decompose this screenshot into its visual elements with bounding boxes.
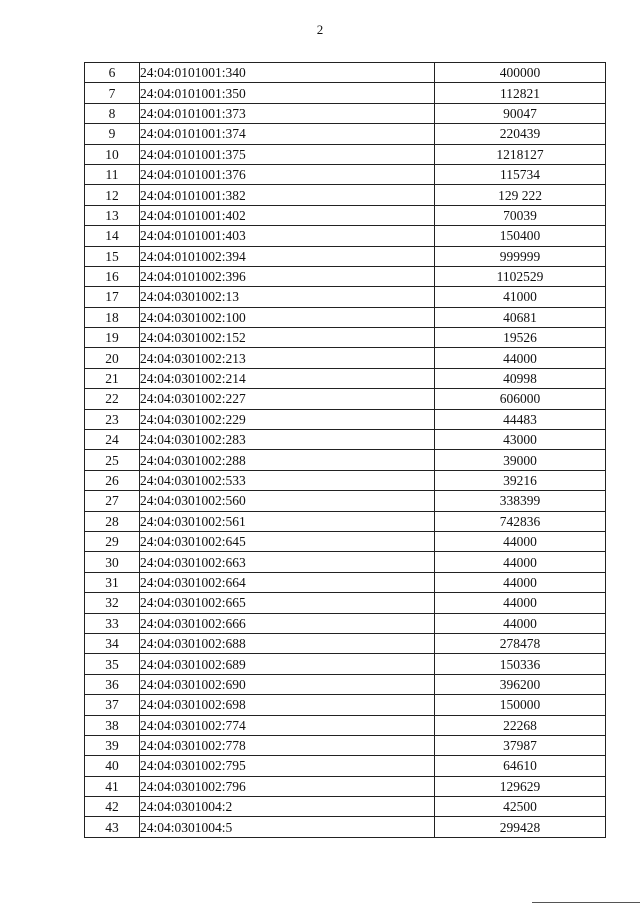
table-row — [85, 654, 606, 674]
row-number: 16 — [85, 266, 140, 286]
table-row — [85, 735, 606, 755]
row-number: 15 — [85, 246, 140, 266]
cadastral-number: 24:04:0301002:152 — [140, 328, 435, 348]
table-row — [85, 756, 606, 776]
table-row — [85, 817, 606, 837]
row-value: 41000 — [435, 287, 606, 307]
row-value: 39216 — [435, 470, 606, 490]
row-value: 129629 — [435, 776, 606, 796]
row-value: 742836 — [435, 511, 606, 531]
row-number: 35 — [85, 654, 140, 674]
row-number: 7 — [85, 83, 140, 103]
row-number: 20 — [85, 348, 140, 368]
cadastral-number: 24:04:0301002:795 — [140, 756, 435, 776]
table-row — [85, 164, 606, 184]
table-row — [85, 593, 606, 613]
row-number: 12 — [85, 185, 140, 205]
row-value: 1218127 — [435, 144, 606, 164]
table-row — [85, 715, 606, 735]
row-number: 34 — [85, 633, 140, 653]
table-row — [85, 797, 606, 817]
row-value: 70039 — [435, 205, 606, 225]
row-value: 338399 — [435, 491, 606, 511]
row-number: 24 — [85, 430, 140, 450]
cadastral-number: 24:04:0301002:645 — [140, 531, 435, 551]
table-row — [85, 144, 606, 164]
row-value: 129 222 — [435, 185, 606, 205]
cadastral-number: 24:04:0101001:374 — [140, 124, 435, 144]
row-value: 1102529 — [435, 266, 606, 286]
cadastral-number: 24:04:0101001:376 — [140, 164, 435, 184]
row-number: 28 — [85, 511, 140, 531]
cadastral-number: 24:04:0101002:396 — [140, 266, 435, 286]
cadastral-number: 24:04:0101001:373 — [140, 103, 435, 123]
row-value: 115734 — [435, 164, 606, 184]
cadastral-number: 24:04:0301002:698 — [140, 695, 435, 715]
table-row — [85, 511, 606, 531]
row-value: 44000 — [435, 348, 606, 368]
row-value: 40681 — [435, 307, 606, 327]
row-value: 112821 — [435, 83, 606, 103]
table-row — [85, 531, 606, 551]
row-number: 31 — [85, 572, 140, 592]
cadastral-number: 24:04:0301002:664 — [140, 572, 435, 592]
table-row — [85, 246, 606, 266]
cadastral-number: 24:04:0301002:13 — [140, 287, 435, 307]
table-row — [85, 124, 606, 144]
cadastral-number: 24:04:0101001:350 — [140, 83, 435, 103]
row-value: 40998 — [435, 368, 606, 388]
row-value: 400000 — [435, 63, 606, 83]
table-row — [85, 287, 606, 307]
table-body — [85, 63, 606, 838]
table-row — [85, 776, 606, 796]
cadastral-number: 24:04:0301002:214 — [140, 368, 435, 388]
row-value: 39000 — [435, 450, 606, 470]
row-number: 27 — [85, 491, 140, 511]
page-number: 2 — [316, 22, 324, 37]
cadastral-number: 24:04:0101002:394 — [140, 246, 435, 266]
row-number: 14 — [85, 226, 140, 246]
cadastral-number: 24:04:0301002:561 — [140, 511, 435, 531]
row-value: 606000 — [435, 389, 606, 409]
row-number: 22 — [85, 389, 140, 409]
table-row — [85, 103, 606, 123]
row-value: 44483 — [435, 409, 606, 429]
table-row — [85, 430, 606, 450]
row-value: 42500 — [435, 797, 606, 817]
cadastral-number: 24:04:0301002:665 — [140, 593, 435, 613]
row-value: 150400 — [435, 226, 606, 246]
cadastral-number: 24:04:0301002:560 — [140, 491, 435, 511]
table-row — [85, 633, 606, 653]
table-row — [85, 695, 606, 715]
row-number: 42 — [85, 797, 140, 817]
row-value: 150336 — [435, 654, 606, 674]
row-value: 22268 — [435, 715, 606, 735]
row-number: 43 — [85, 817, 140, 837]
cadastral-number: 24:04:0301002:774 — [140, 715, 435, 735]
cadastral-number: 24:04:0301002:100 — [140, 307, 435, 327]
row-value: 278478 — [435, 633, 606, 653]
cadastral-number: 24:04:0101001:375 — [140, 144, 435, 164]
cadastral-number: 24:04:0301002:283 — [140, 430, 435, 450]
row-number: 29 — [85, 531, 140, 551]
table-row — [85, 205, 606, 225]
row-value: 64610 — [435, 756, 606, 776]
table-row — [85, 83, 606, 103]
row-value: 299428 — [435, 817, 606, 837]
row-number: 32 — [85, 593, 140, 613]
row-number: 30 — [85, 552, 140, 572]
row-number: 6 — [85, 63, 140, 83]
table-row — [85, 491, 606, 511]
row-number: 23 — [85, 409, 140, 429]
row-value: 150000 — [435, 695, 606, 715]
table-row — [85, 348, 606, 368]
table-row — [85, 226, 606, 246]
row-value: 37987 — [435, 735, 606, 755]
row-number: 26 — [85, 470, 140, 490]
table-row — [85, 613, 606, 633]
table-row — [85, 185, 606, 205]
row-number: 39 — [85, 735, 140, 755]
row-value: 44000 — [435, 572, 606, 592]
cadastral-number: 24:04:0301004:5 — [140, 817, 435, 837]
cadastral-number: 24:04:0301002:690 — [140, 674, 435, 694]
cadastral-number: 24:04:0301002:213 — [140, 348, 435, 368]
row-value: 999999 — [435, 246, 606, 266]
cadastral-number: 24:04:0301002:288 — [140, 450, 435, 470]
table-row — [85, 470, 606, 490]
row-value: 43000 — [435, 430, 606, 450]
table-row — [85, 552, 606, 572]
table-row — [85, 307, 606, 327]
row-number: 8 — [85, 103, 140, 123]
row-value: 90047 — [435, 103, 606, 123]
row-number: 33 — [85, 613, 140, 633]
cadastral-number: 24:04:0301002:796 — [140, 776, 435, 796]
cadastral-number: 24:04:0301002:778 — [140, 735, 435, 755]
table-row — [85, 409, 606, 429]
table-row — [85, 674, 606, 694]
cadastral-number: 24:04:0301002:533 — [140, 470, 435, 490]
row-number: 10 — [85, 144, 140, 164]
table-row — [85, 450, 606, 470]
table-row — [85, 328, 606, 348]
cadastral-number: 24:04:0301002:666 — [140, 613, 435, 633]
footer-rule — [532, 902, 640, 903]
cadastral-number: 24:04:0301004:2 — [140, 797, 435, 817]
cadastral-number: 24:04:0301002:688 — [140, 633, 435, 653]
row-value: 44000 — [435, 613, 606, 633]
table-row — [85, 63, 606, 83]
row-number: 37 — [85, 695, 140, 715]
row-value: 44000 — [435, 552, 606, 572]
row-value: 396200 — [435, 674, 606, 694]
row-value: 44000 — [435, 593, 606, 613]
cadastral-number: 24:04:0101001:403 — [140, 226, 435, 246]
cadastral-number: 24:04:0101001:402 — [140, 205, 435, 225]
row-value: 44000 — [435, 531, 606, 551]
cadastral-number: 24:04:0101001:382 — [140, 185, 435, 205]
row-number: 21 — [85, 368, 140, 388]
row-number: 19 — [85, 328, 140, 348]
table-row — [85, 368, 606, 388]
row-number: 13 — [85, 205, 140, 225]
table-row — [85, 266, 606, 286]
row-number: 9 — [85, 124, 140, 144]
table-row — [85, 572, 606, 592]
row-number: 40 — [85, 756, 140, 776]
row-number: 25 — [85, 450, 140, 470]
row-number: 11 — [85, 164, 140, 184]
row-value: 220439 — [435, 124, 606, 144]
table-row — [85, 389, 606, 409]
cadastral-number: 24:04:0101001:340 — [140, 63, 435, 83]
row-number: 38 — [85, 715, 140, 735]
row-number: 18 — [85, 307, 140, 327]
cadastral-number: 24:04:0301002:689 — [140, 654, 435, 674]
cadastral-table — [84, 62, 606, 838]
cadastral-number: 24:04:0301002:229 — [140, 409, 435, 429]
row-number: 17 — [85, 287, 140, 307]
cadastral-number: 24:04:0301002:227 — [140, 389, 435, 409]
row-number: 36 — [85, 674, 140, 694]
cadastral-number: 24:04:0301002:663 — [140, 552, 435, 572]
row-number: 41 — [85, 776, 140, 796]
row-value: 19526 — [435, 328, 606, 348]
